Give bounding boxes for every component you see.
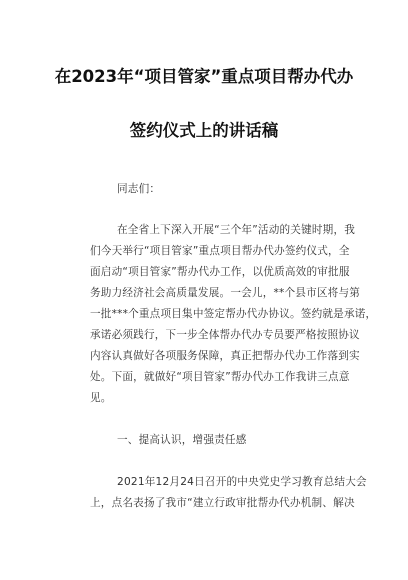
paragraph-1-line: 承诺必须践行，下一步全体帮办代办专员要严格按照协议 bbox=[90, 329, 360, 341]
paragraph-1-line: 内容认真做好各项服务保障，真正把帮办代办工作落到实 bbox=[90, 350, 360, 362]
paragraph-1-line: 们今天举行“项目管家”重点项目帮办代办签约仪式，全 bbox=[90, 245, 350, 257]
paragraph-2-line: 2021年12月24日召开的中央党史学习教育总结大会 bbox=[117, 476, 367, 488]
paragraph-2-line: 上，点名表扬了我市“建立行政审批帮办代办机制、解决 bbox=[90, 497, 355, 509]
paragraph-1-line: 在全省上下深入开展“三个年”活动的关键时期，我 bbox=[117, 224, 356, 236]
paragraph-1-line: 处。下面，就做好“项目管家”帮办代办工作我讲三点意 bbox=[90, 371, 350, 383]
paragraph-1-line: 面启动“项目管家”帮办代办工作，以优质高效的审批服 bbox=[90, 266, 350, 278]
paragraph-1-line: 见。 bbox=[90, 392, 112, 404]
paragraph-1-line: 务助力经济社会高质量发展。一会儿，**个县市区将与第 bbox=[90, 287, 361, 299]
paragraph-1-line: 一批***个重点项目集中签定帮办代办协议。签约就是承诺， bbox=[90, 308, 377, 320]
document-title-line-2: 签约仪式上的讲话稿 bbox=[129, 121, 279, 140]
salutation: 同志们： bbox=[117, 183, 161, 195]
document-title-line-1: 在2023年“项目管家”重点项目帮办代办 bbox=[54, 67, 354, 86]
section-heading: 一、提高认识，增强责任感 bbox=[117, 434, 247, 446]
